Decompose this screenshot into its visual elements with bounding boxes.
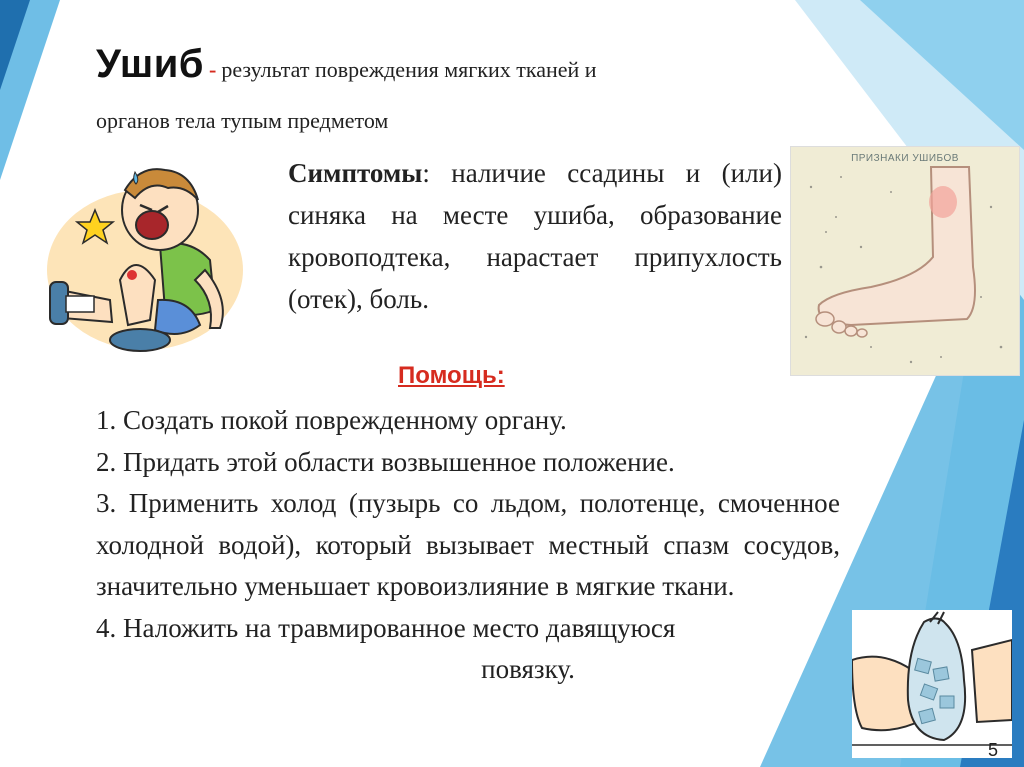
symptoms-label: Симптомы (288, 158, 423, 188)
symptoms-paragraph (288, 152, 782, 320)
image-caption: ПРИЗНАКИ УШИБОВ (851, 153, 959, 164)
title-definition-line2: органов тела тупым предметом (96, 108, 389, 133)
help-item: 1. Создать покой поврежденному органу. (96, 405, 567, 435)
help-item: повязку. (481, 654, 575, 684)
bruise-signs-image (790, 146, 1020, 376)
help-item: 2. Придать этой области возвышенное положение. (96, 446, 675, 477)
title-word: Ушиб (96, 42, 204, 86)
injured-boy-illustration (40, 150, 250, 360)
foot-illustration (791, 147, 1019, 375)
help-list (96, 400, 840, 691)
slide-title (96, 42, 816, 86)
ice-pack-image (852, 610, 1012, 758)
help-title: Помощь: (398, 362, 505, 389)
symptoms-text: : наличие ссадины и (или) синяка на месте ушиба, образование кровоподтека, нарастает припухлость (отек), боль. (288, 158, 782, 314)
help-item: 4. Наложить на травмированное место давящуюся (96, 612, 676, 643)
page-number: 5 (988, 740, 999, 760)
title-dash: - (209, 57, 217, 82)
ice-pack-illustration (852, 610, 1012, 758)
title-definition: результат повреждения мягких тканей и (221, 57, 597, 82)
help-item: 3. Применить холод (пузырь со льдом, полотенце, смоченное холодной водой), который вызывает местный спазм сосудов, значительно уменьшает кровоизлияние в мягкие ткани. (96, 488, 840, 601)
